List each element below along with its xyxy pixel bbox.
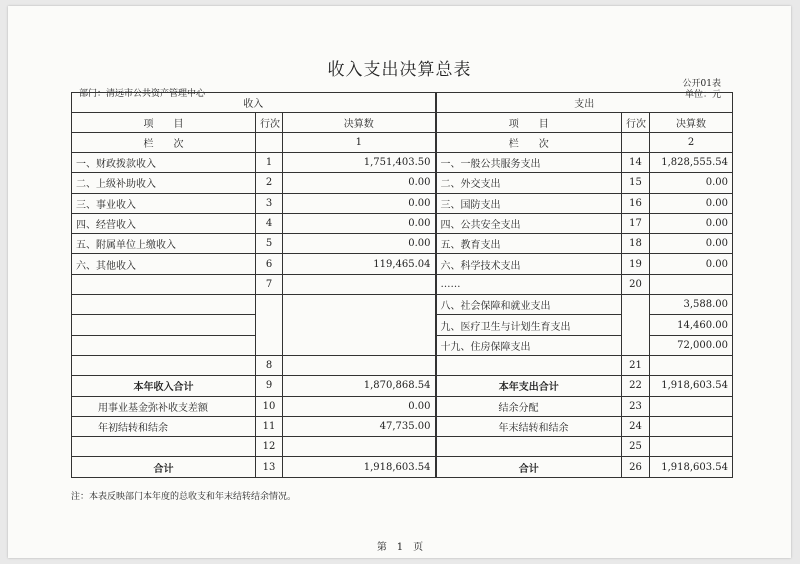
income-line: 10	[256, 396, 283, 416]
expense-item: 一、一般公共服务支出	[436, 153, 622, 173]
expense-line: 19	[622, 254, 650, 274]
table-row	[72, 416, 733, 436]
expense-amount	[650, 274, 733, 294]
income-item: 年初结转和结余	[72, 416, 256, 436]
expense-item	[436, 355, 622, 375]
table-row	[72, 437, 733, 457]
department-label: 部门：清远市公共资产管理中心	[79, 89, 206, 99]
income-item: 六、其他收入	[72, 254, 256, 274]
expense-line: 15	[622, 173, 650, 193]
expense-amount: 3,588.00	[650, 295, 733, 315]
table-row	[72, 254, 733, 274]
expense-line: 18	[622, 234, 650, 254]
expense-header: 支出	[436, 93, 733, 113]
expense-amount: 0.00	[650, 254, 733, 274]
expense-amount: 0.00	[650, 193, 733, 213]
income-item: 本年收入合计	[72, 376, 256, 396]
expense-amount	[650, 355, 733, 375]
expense-amount: 72,000.00	[650, 335, 733, 355]
table-subheader-row	[72, 113, 733, 133]
expense-line: 21	[622, 355, 650, 375]
income-amount	[283, 437, 436, 457]
income-amount: 119,465.04	[283, 254, 436, 274]
income-line: 2	[256, 173, 283, 193]
line-header: 行次	[622, 113, 650, 133]
income-expense-table	[71, 92, 733, 478]
income-header: 收入	[72, 93, 436, 113]
income-amount: 0.00	[283, 213, 436, 233]
expense-item: 合计	[436, 457, 622, 477]
table-row	[72, 213, 733, 233]
table-row	[72, 376, 733, 396]
income-line: 13	[256, 457, 283, 477]
amount-header: 决算数	[650, 113, 733, 133]
income-item: 用事业基金弥补收支差额	[72, 396, 256, 416]
expense-item: 本年支出合计	[436, 376, 622, 396]
expense-line: 16	[622, 193, 650, 213]
income-line: 8	[256, 355, 283, 375]
expense-line: 20	[622, 274, 650, 294]
expense-item: 八、社会保障和就业支出	[436, 295, 622, 315]
income-line: 5	[256, 234, 283, 254]
line-header: 行次	[256, 113, 283, 133]
income-amount	[283, 274, 436, 294]
report-title: 收入支出决算总表	[327, 60, 472, 80]
income-line: 1	[256, 153, 283, 173]
income-item: 二、上级补助收入	[72, 173, 256, 193]
table-row	[72, 274, 733, 294]
expense-amount: 0.00	[650, 173, 733, 193]
income-amount: 0.00	[283, 173, 436, 193]
expense-amount	[650, 396, 733, 416]
column-label: 栏 次	[436, 133, 622, 153]
expense-amount	[650, 437, 733, 457]
column-number: 2	[650, 133, 733, 153]
expense-amount: 14,460.00	[650, 315, 733, 335]
income-item	[72, 355, 256, 375]
income-item: 五、附属单位上缴收入	[72, 234, 256, 254]
expense-line: 14	[622, 153, 650, 173]
table-row	[72, 193, 733, 213]
expense-line: 26	[622, 457, 650, 477]
table-row	[72, 153, 733, 173]
income-line: 12	[256, 437, 283, 457]
unit-label: 单位：元	[684, 90, 721, 100]
income-line: 4	[256, 213, 283, 233]
expense-item: 四、公共安全支出	[436, 213, 622, 233]
page-number: 第 1 页	[376, 542, 424, 553]
expense-amount: 1,918,603.54	[650, 457, 733, 477]
expense-item: 二、外交支出	[436, 173, 622, 193]
item-header: 项 目	[72, 113, 256, 133]
income-amount: 1,918,603.54	[283, 457, 436, 477]
income-item: 三、事业收入	[72, 193, 256, 213]
expense-item: ……	[436, 274, 622, 294]
expense-amount: 0.00	[650, 234, 733, 254]
income-line: 11	[256, 416, 283, 436]
income-amount: 0.00	[283, 193, 436, 213]
income-amount: 1,751,403.50	[283, 153, 436, 173]
expense-amount: 1,828,555.54	[650, 153, 733, 173]
income-line: 3	[256, 193, 283, 213]
table-row	[72, 234, 733, 254]
expense-line: 17	[622, 213, 650, 233]
expense-amount	[650, 416, 733, 436]
column-index-row	[72, 133, 733, 153]
expense-item: 六、科学技术支出	[436, 254, 622, 274]
table-row	[72, 295, 733, 315]
column-label: 栏 次	[72, 133, 256, 153]
expense-item: 五、教育支出	[436, 234, 622, 254]
income-item: 合计	[72, 457, 256, 477]
income-item: 四、经营收入	[72, 213, 256, 233]
expense-item: 结余分配	[436, 396, 622, 416]
expense-amount: 0.00	[650, 213, 733, 233]
income-line: 6	[256, 254, 283, 274]
form-code: 公开01表	[682, 79, 721, 89]
expense-item: 十九、住房保障支出	[436, 335, 622, 355]
income-amount: 0.00	[283, 234, 436, 254]
expense-item: 年末结转和结余	[436, 416, 622, 436]
income-item: 一、财政拨款收入	[72, 153, 256, 173]
income-amount: 0.00	[283, 396, 436, 416]
expense-line: 25	[622, 437, 650, 457]
income-amount: 47,735.00	[283, 416, 436, 436]
expense-item: 九、医疗卫生与计划生育支出	[436, 315, 622, 335]
income-line: 9	[256, 376, 283, 396]
expense-item	[436, 437, 622, 457]
table-row	[72, 173, 733, 193]
income-item	[72, 274, 256, 294]
expense-amount: 1,918,603.54	[650, 376, 733, 396]
income-amount: 1,870,868.54	[283, 376, 436, 396]
expense-line: 23	[622, 396, 650, 416]
table-row	[72, 396, 733, 416]
income-line: 7	[256, 274, 283, 294]
amount-header: 决算数	[283, 113, 436, 133]
column-number: 1	[283, 133, 436, 153]
table-row	[72, 355, 733, 375]
income-item	[72, 437, 256, 457]
table-row	[72, 457, 733, 477]
expense-line: 22	[622, 376, 650, 396]
expense-item: 三、国防支出	[436, 193, 622, 213]
table-header-row	[72, 93, 733, 113]
table-note: 注：本表反映部门本年度的总收支和年末结转结余情况。	[71, 492, 297, 502]
item-header: 项 目	[436, 113, 622, 133]
expense-line: 24	[622, 416, 650, 436]
income-amount	[283, 355, 436, 375]
